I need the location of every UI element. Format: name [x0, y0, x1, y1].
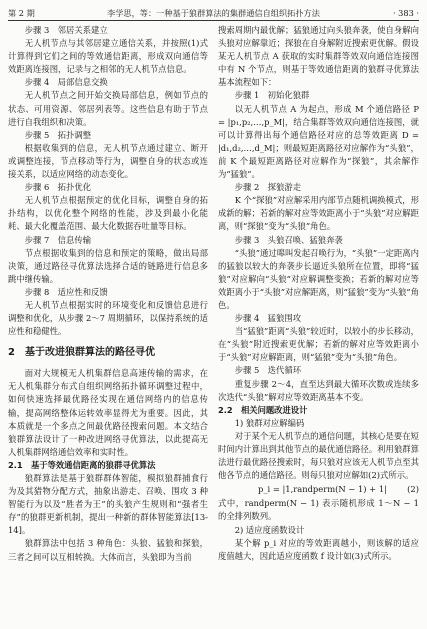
subsection-heading: 2.2 相关问题改进设计 [218, 404, 308, 415]
step-heading: 步骤 7 信息传输 [24, 234, 92, 245]
paragraph: 狼群算法是基于狼群群体智能，模拟狼群捕食行为及其猎物分配方式，抽象出游走、召唤、围攻 3 种智能行为以及“胜者为王”的头狼产生规则和“强者生存”的狼群更新机制，提出一种新的群体智能算法[13-14]。 [8, 473, 208, 536]
step-heading: 步骤 3 头狼召唤、猛狼奔袭 [234, 234, 343, 245]
paragraph: 无人机节点之间开始交换局部信息，例如节点的状态、可用资源、邻居列表等。这些信息有助于节点进行自我组织和决策。 [8, 90, 208, 127]
paragraph: 某个解 p_i 对应的等效距离越小，则该解的适应度值越大，因此适应度函数 f 设计如(3)式所示。 [218, 537, 419, 561]
step-heading: 步骤 5 迭代循环 [234, 365, 302, 376]
equation [218, 483, 419, 496]
equation-number: (2) [407, 484, 419, 495]
step-heading: 步骤 5 拓扑调整 [24, 129, 92, 140]
paragraph: 根据收集到的信息，无人机节点通过建立、断开或调整连接，节点移动等行为，调整自身的状态或连接关系，以适应网络的动态变化。 [8, 142, 208, 180]
paragraph: 重复步骤 2～4，直至达到最大循环次数或连续多次迭代“头狼”解对应等效距离基本不变。 [218, 378, 419, 402]
paragraph: 无人机节点与其邻居建立通信关系，并按照(1)式计算得到它们之间的等效通信距离，形成双向通信等效距离连接图，记录与之相邻的无人机节点信息。 [8, 38, 208, 75]
paragraph: 搜索周期内最优解；猛狼通过向头狼奔袭，使自身解向头狼对应解靠近；探狼在自身解附近搜索更优解。假设某无人机节点 A 获取的实时集群等效双向通信连接图中有 N 个节点，则基于等效通信距离的狼群寻优算法基本流程如下： [218, 25, 419, 88]
paragraph: 节点根据收集到的信息和预定的策略，做出局部决策，通过路径寻优算法选择合适的链路进行信息多跳中继传输。 [8, 247, 208, 284]
paragraph: “头狼”通过嗥叫发起召唤行为，“头狼”一定距离内的猛狼以较大的奔袭步长逼近头狼所在位置，即将“猛狼”对应解向“头狼”对应解调整变换；若新的解对应等效距离小于“头狼”对应解距离，则“猛狼”变为“头狼”角色。 [218, 247, 419, 310]
issue-number: 第 2 期 [8, 8, 35, 18]
paragraph: 当“猛狼”距离“头狼”较近时，以较小的步长移动，在“头狼”附近搜索更优解；若新的解对应等效距离小于“头狼”对应解距离，则“猛狼”变为“头狼”角色。 [218, 326, 419, 363]
paragraph: 面对大规模无人机集群信息高速传输的需求，在无人机集群分布式自组织网络拓扑循环调整过程中，如何快速选择最优路径实现在通信网络内的信息传输，提高网络整体运转效率显得尤为重要。因此，其本质就是一个多点之间最优路径搜索问题。本文结合狼群算法设计了一种改进网络寻优算法，以此提高无人机集群网络通信效率和实时性。 [8, 368, 208, 457]
paragraph: 式中，randperm(N − 1) 表示随机形成 1～N − 1 的全排列数列。 [218, 498, 419, 522]
step-heading: 步骤 8 适应性和反馈 [24, 286, 108, 297]
step-heading: 2) 适应度函数设计 [234, 524, 305, 535]
paragraph: 无人机节点根据预定的优化目标，调整自身的拓扑结构，以优化整个网络的性能，涉及到最小化能耗、最大化覆盖范围、最大化数据吞吐量等目标。 [8, 195, 208, 232]
step-heading: 步骤 3 邻居关系建立 [24, 25, 108, 35]
paragraph: 对于某个无人机节点的通信问题，其核心是要在短时间内计算出到其他节点的最优通信路径。利用狼群算法进行最优路径搜索时，每只狼对应该无人机节点至其他各节点的通信路径。则每只狼对应解如(2)式所示。 [218, 430, 419, 481]
left-column [8, 24, 208, 564]
running-header [8, 6, 419, 21]
step-heading: 1) 狼群对应解编码 [234, 417, 305, 428]
paragraph: 以无人机节点 A 为起点，形成 M 个通信路径 P = |p₁,p₂,…,p_M|，结合集群等效双向通信连接图，就可以计算得出每个通信路径对应的总等效距离 D = |d₁,d₂,…,d_M|；则最短距离路径对应解作为“头狼”，前 K 个最短距离路径对应解作为“探狼”，其余解作为“猛狼”。 [218, 103, 419, 180]
paragraph: 无人机节点根据实时的环境变化和反馈信息进行调整和优化，从步骤 2～7 周期循环，以保持系统的适应性和稳健性。 [8, 299, 208, 337]
step-heading: 步骤 4 局部信息交换 [24, 77, 108, 88]
running-title: 李学思，等：一种基于狼群算法的集群通信自组织拓扑方法 [107, 8, 320, 18]
subsection-heading: 2.1 基于等效通信距离的狼群寻优算法 [8, 459, 156, 470]
paragraph: 狼群算法中包括 3 种角色：头狼、猛狼和探狼，三者之间可以互相转换。大体而言，头狼即为当前 [8, 538, 208, 562]
equation-body: p_i = |1,randperm(N − 1) + 1| [258, 484, 387, 495]
section-heading: 2 基于改进狼群算法的路径寻优 [8, 347, 155, 359]
step-heading: 步骤 2 探狼游走 [234, 182, 302, 193]
step-heading: 步骤 6 拓扑优化 [24, 182, 92, 193]
step-heading: 步骤 4 猛狼围攻 [234, 313, 302, 324]
page-number: · 383 · [392, 8, 419, 18]
paragraph: K 个“探狼”对应解采用内部节点随机调换模式，形成新的解；若新的解对应等效距离小于“头狼”对应解距离，则“探狼”变为“头狼”角色。 [218, 195, 419, 232]
right-column [218, 24, 419, 563]
step-heading: 步骤 1 初始化狼群 [234, 90, 310, 101]
